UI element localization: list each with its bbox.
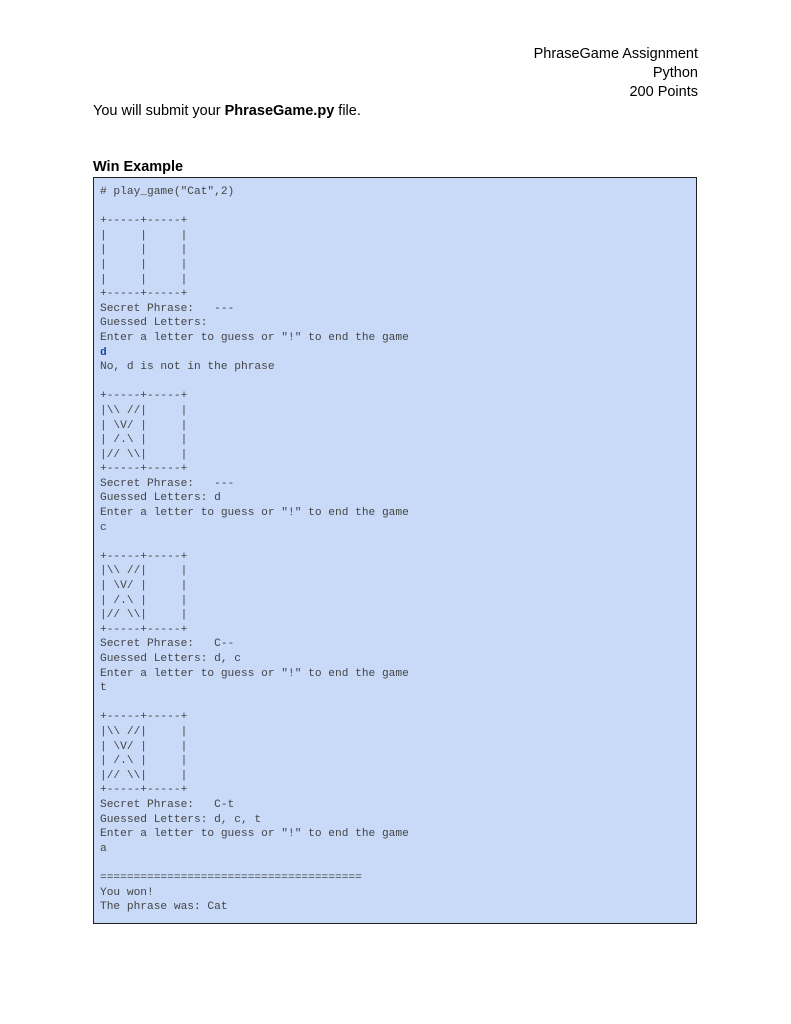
- user-input-line: d: [100, 346, 107, 359]
- console-line: | | |: [100, 273, 188, 286]
- section-title: Win Example: [93, 159, 184, 175]
- console-line: | /.\ | |: [100, 434, 188, 447]
- submit-suffix: file.: [334, 103, 361, 119]
- console-line: Secret Phrase: C-t: [100, 798, 235, 811]
- console-line: +-----+-----+: [100, 623, 188, 636]
- console-line: Enter a letter to guess or "!" to end the game: [100, 507, 409, 520]
- console-line: | | |: [100, 244, 188, 257]
- console-line: |// \\| |: [100, 609, 188, 622]
- course-language: Python: [652, 65, 698, 81]
- console-line: c: [100, 521, 107, 534]
- console-line: Secret Phrase: ---: [100, 477, 235, 490]
- console-line: Enter a letter to guess or "!" to end the game: [100, 667, 409, 680]
- console-line: | \V/ | |: [100, 580, 188, 593]
- console-line: | /.\ | |: [100, 594, 188, 607]
- console-line: a: [100, 842, 107, 855]
- console-line: | | |: [100, 258, 188, 271]
- console-line: +-----+-----+: [100, 288, 188, 301]
- console-line: | /.\ | |: [100, 755, 188, 768]
- console-line: # play_game("Cat",2): [100, 186, 235, 198]
- console-line: | \V/ | |: [100, 419, 188, 432]
- submit-prefix: You will submit your: [93, 103, 225, 119]
- console-line: No, d is not in the phrase: [100, 361, 275, 374]
- console-line: Guessed Letters: d: [100, 492, 221, 505]
- assignment-title: PhraseGame Assignment: [533, 46, 698, 62]
- console-line: Guessed Letters: d, c, t: [100, 813, 262, 826]
- console-line: Enter a letter to guess or "!" to end the game: [100, 331, 409, 344]
- console-line: | | |: [100, 229, 188, 242]
- console-line: | \V/ | |: [100, 740, 188, 753]
- console-line: Enter a letter to guess or "!" to end the game: [100, 828, 409, 841]
- console-line: You won!: [100, 886, 154, 899]
- console-line: +-----+-----+: [100, 550, 188, 563]
- submit-filename: PhraseGame.py: [224, 103, 335, 119]
- console-line: t: [100, 682, 107, 695]
- console-line: |\\ //| |: [100, 404, 188, 417]
- console-line: =======================================: [100, 871, 362, 884]
- code-output-box: [93, 177, 697, 924]
- assignment-header: [534, 45, 698, 102]
- console-line: |// \\| |: [100, 448, 188, 461]
- console-line: |\\ //| |: [100, 565, 188, 578]
- console-line: Secret Phrase: ---: [100, 302, 235, 315]
- console-line: The phrase was: Cat: [100, 901, 228, 914]
- console-output: [100, 185, 696, 915]
- points-value: 200 Points: [629, 84, 698, 100]
- console-line: +-----+-----+: [100, 390, 188, 403]
- console-line: Guessed Letters:: [100, 317, 215, 330]
- console-line: +-----+-----+: [100, 784, 188, 797]
- console-line: +-----+-----+: [100, 463, 188, 476]
- console-line: +-----+-----+: [100, 215, 188, 228]
- console-line: Secret Phrase: C--: [100, 638, 235, 651]
- submission-instructions: [93, 102, 361, 121]
- console-line: |// \\| |: [100, 769, 188, 782]
- console-line: |\\ //| |: [100, 725, 188, 738]
- console-line: +-----+-----+: [100, 711, 188, 724]
- console-line: Guessed Letters: d, c: [100, 653, 241, 665]
